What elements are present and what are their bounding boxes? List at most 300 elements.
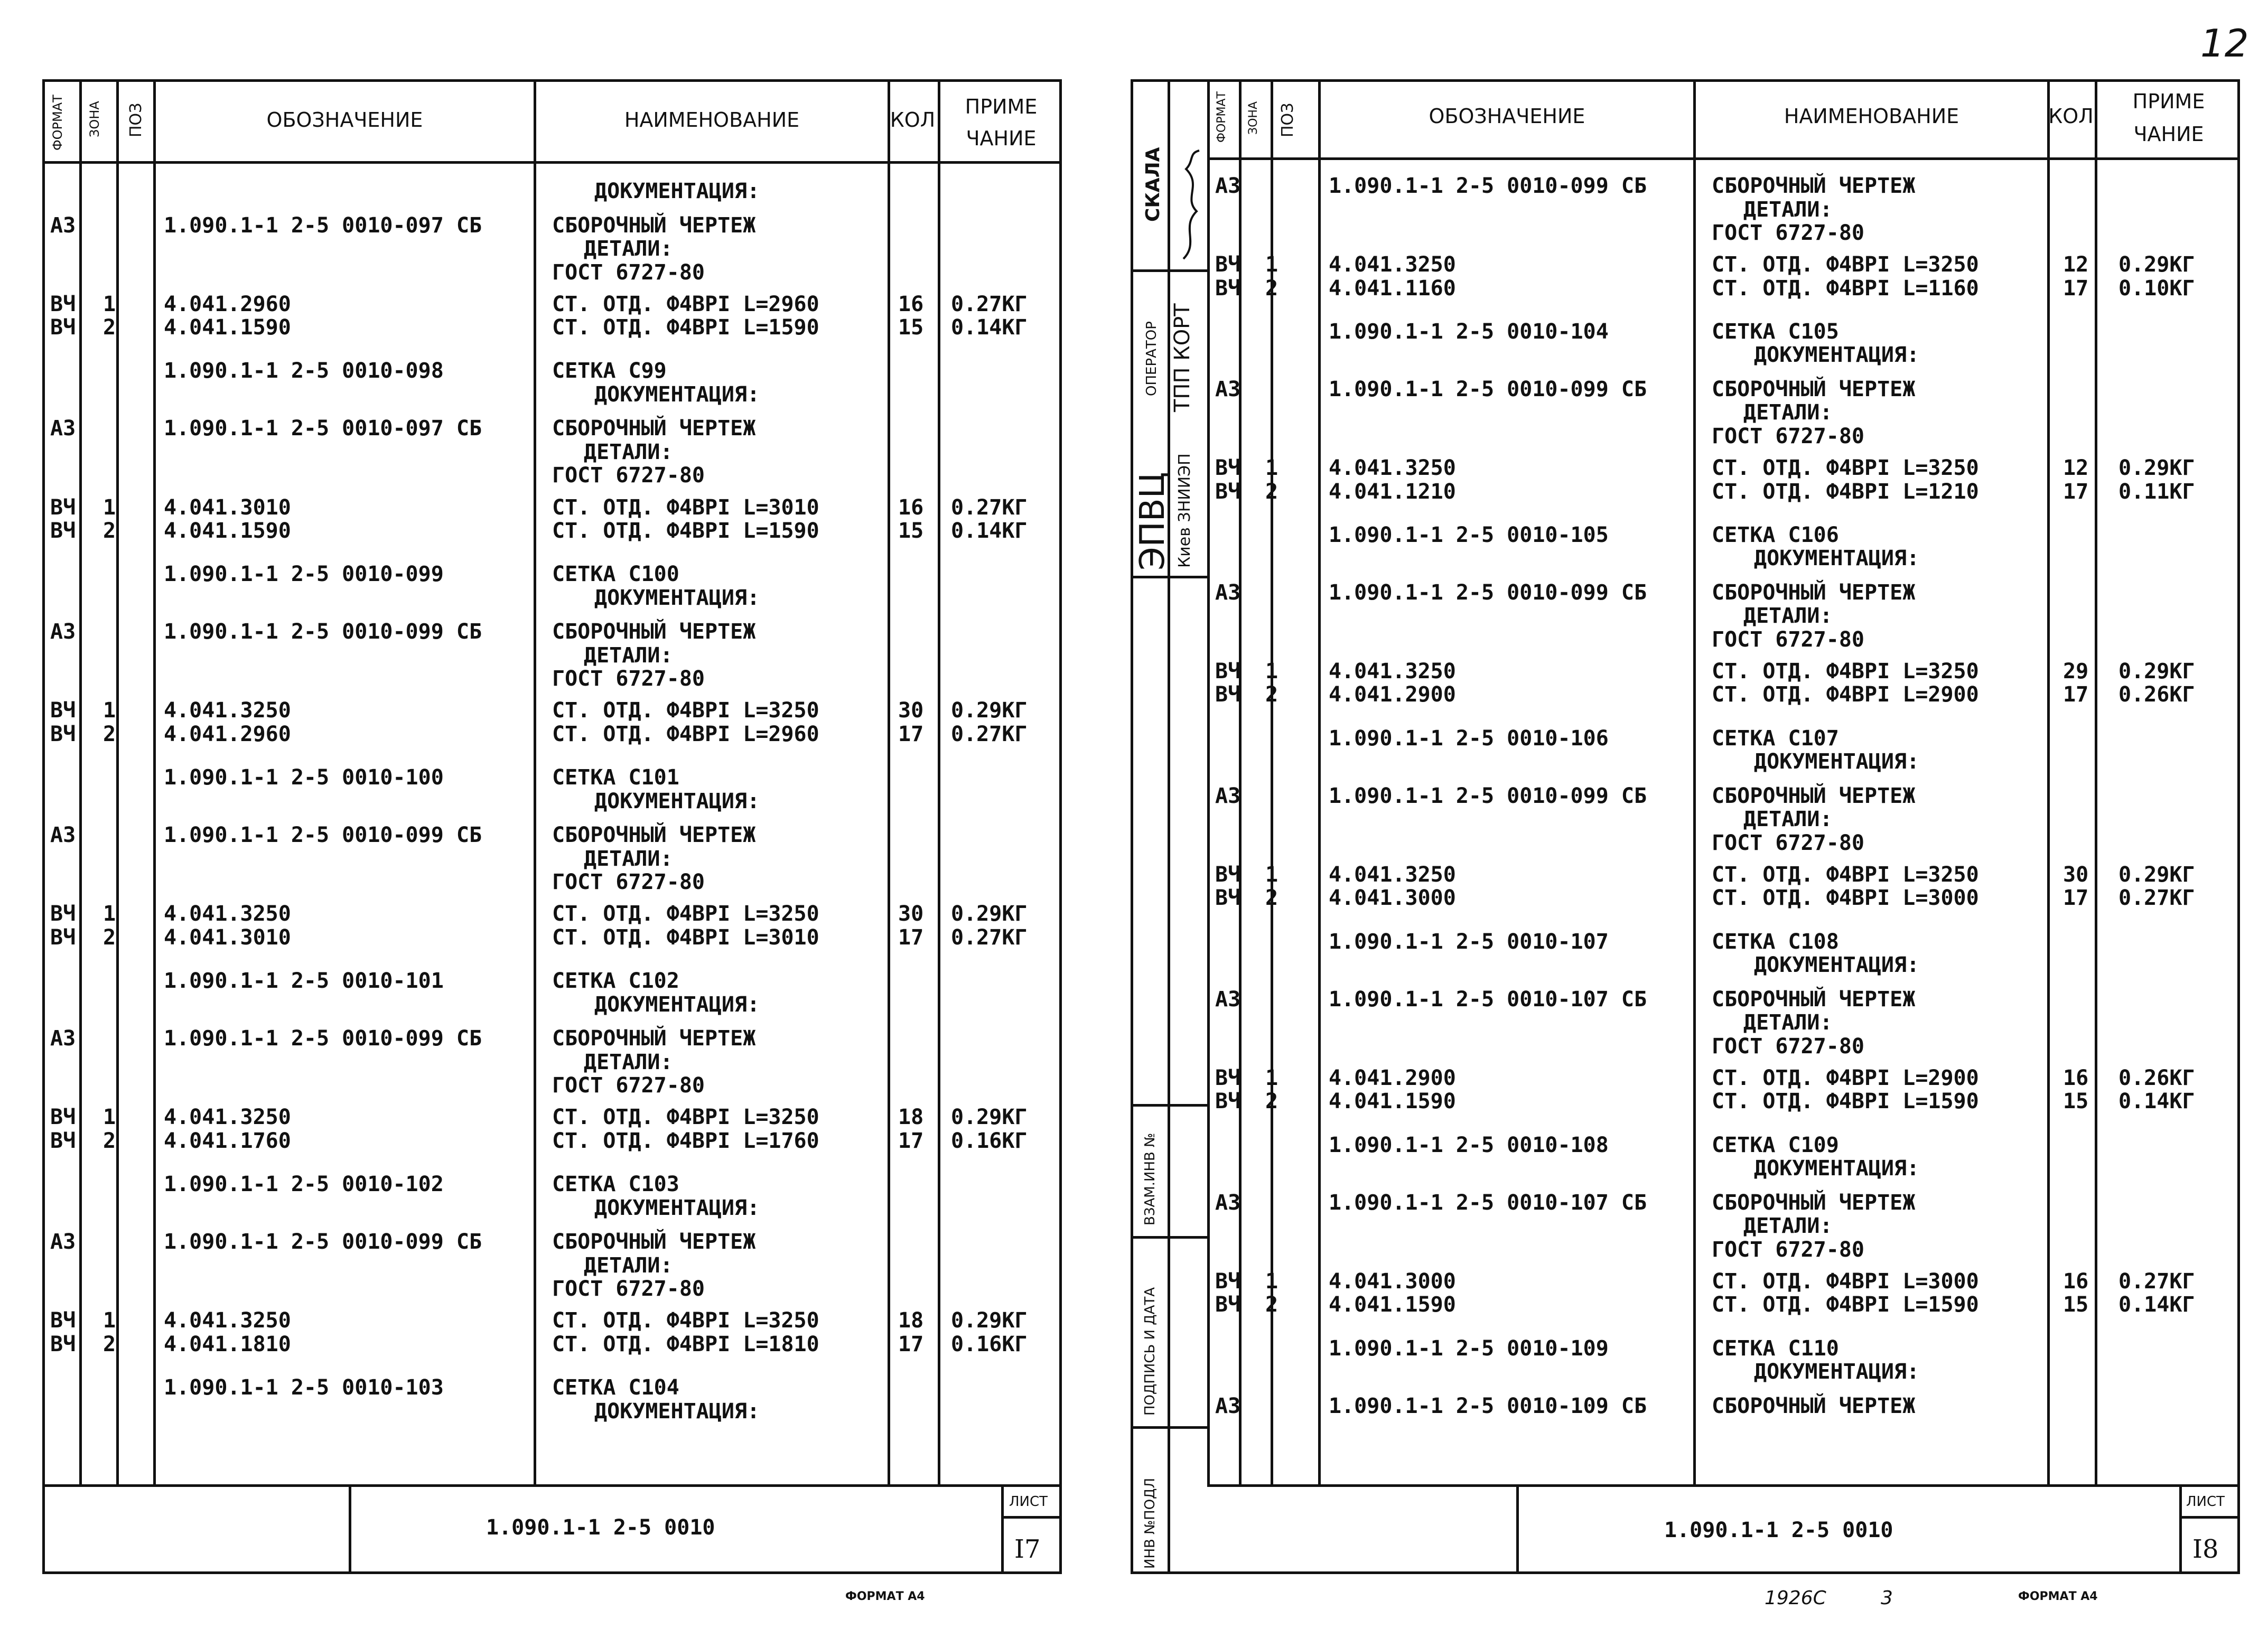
left-qty-cell: 18 <box>898 1308 924 1333</box>
left-header-pos: ПОЗ <box>127 102 145 137</box>
right-format-cell: ВЧ <box>1215 456 1241 480</box>
left-designation-cell: 4.041.3250 <box>164 1105 291 1130</box>
corner-page-number: 12 <box>2200 21 2249 65</box>
left-name-cell: СТ. ОТД. Ф4BPI L=1810 <box>552 1332 819 1356</box>
right-note-cell: 0.10КГ <box>2118 276 2195 301</box>
right-name-cell: СТ. ОТД. Ф4BPI L=2900 <box>1712 1065 1979 1090</box>
right-name-cell: ДЕТАЛИ: <box>1743 604 1833 629</box>
left-designation-cell: 4.041.3250 <box>164 902 291 926</box>
left-name-cell: СБОРОЧНЫЙ ЧЕРТЕЖ <box>552 1230 756 1255</box>
left-name-cell: ГОСТ 6727-80 <box>552 667 705 691</box>
right-name-cell: СБОРОЧНЫЙ ЧЕРТЕЖ <box>1712 580 1916 605</box>
right-header-zone: ЗОНА <box>1247 101 1260 135</box>
left-name-cell: СТ. ОТД. Ф4BPI L=3010 <box>552 925 819 950</box>
right-format-cell: А3 <box>1215 783 1241 808</box>
left-format-cell: ВЧ <box>50 1308 76 1333</box>
left-designation-cell: 1.090.1-1 2-5 0010-101 <box>164 969 444 994</box>
left-pos-cell: 1 <box>103 292 116 316</box>
right-designation-cell: 1.090.1-1 2-5 0010-106 <box>1329 726 1609 751</box>
left-qty-cell: 30 <box>898 902 924 926</box>
right-pos-cell: 2 <box>1265 276 1278 301</box>
right-qty-cell: 17 <box>2063 886 2089 911</box>
right-name-cell: СЕТКА С107 <box>1712 726 1839 751</box>
left-qty-cell: 16 <box>898 495 924 520</box>
right-name-cell: ДЕТАЛИ: <box>1743 1214 1833 1239</box>
left-name-cell: ГОСТ 6727-80 <box>552 1277 705 1302</box>
right-format-cell: А3 <box>1215 377 1241 401</box>
left-note-cell: 0.14КГ <box>951 519 1028 544</box>
left-note-cell: 0.14КГ <box>951 315 1028 340</box>
right-name-cell: СТ. ОТД. Ф4BPI L=2900 <box>1712 682 1979 707</box>
left-name-cell: СБОРОЧНЫЙ ЧЕРТЕЖ <box>552 620 756 644</box>
right-note-cell: 0.29КГ <box>2118 659 2195 684</box>
left-format-cell: ВЧ <box>50 1105 76 1130</box>
left-col-line <box>888 79 890 1484</box>
stamp-vzam: ВЗАМ.ИНВ № <box>1142 1132 1158 1225</box>
right-name-cell: СТ. ОТД. Ф4BPI L=3000 <box>1712 886 1979 911</box>
left-designation-cell: 4.041.1760 <box>164 1128 291 1153</box>
right-pos-cell: 2 <box>1265 682 1278 707</box>
left-qty-cell: 17 <box>898 722 924 746</box>
left-col-line <box>79 79 82 1484</box>
right-pos-cell: 2 <box>1265 886 1278 911</box>
left-note-cell: 0.27КГ <box>951 925 1028 950</box>
right-format-cell: ВЧ <box>1215 886 1241 911</box>
left-header-designation: ОБОЗНАЧЕНИЕ <box>266 108 423 132</box>
right-note-cell: 0.27КГ <box>2118 886 2195 911</box>
stamp-podpis: ПОДПИСЬ И ДАТА <box>1142 1287 1158 1416</box>
right-sheet <box>1131 79 2240 1574</box>
left-designation-cell: 1.090.1-1 2-5 0010-099 СБ <box>164 1230 482 1255</box>
right-note-cell: 0.29КГ <box>2118 862 2195 887</box>
right-pos-cell: 1 <box>1265 1065 1278 1090</box>
right-designation-cell: 1.090.1-1 2-5 0010-105 <box>1329 522 1609 547</box>
right-stamp-divider <box>1131 576 1207 578</box>
right-designation-cell: 4.041.3250 <box>1329 252 1456 277</box>
left-name-cell: СТ. ОТД. Ф4BPI L=1590 <box>552 519 819 544</box>
right-format-cell: ВЧ <box>1215 1089 1241 1114</box>
right-designation-cell: 1.090.1-1 2-5 0010-099 СБ <box>1329 377 1647 401</box>
right-pos-cell: 1 <box>1265 1269 1278 1294</box>
left-name-cell: СБОРОЧНЫЙ ЧЕРТЕЖ <box>552 416 756 441</box>
left-format-cell: А3 <box>50 620 76 644</box>
left-format-cell: А3 <box>50 416 76 441</box>
left-pos-cell: 2 <box>103 1332 116 1356</box>
left-format-cell: А3 <box>50 823 76 848</box>
left-note-cell: 0.29КГ <box>951 1105 1028 1130</box>
right-pos-cell: 2 <box>1265 1089 1278 1114</box>
left-name-cell: СБОРОЧНЫЙ ЧЕРТЕЖ <box>552 823 756 848</box>
right-note-cell: 0.27КГ <box>2118 1269 2195 1294</box>
left-name-cell: ДЕТАЛИ: <box>584 439 673 464</box>
left-note-cell: 0.29КГ <box>951 1308 1028 1333</box>
left-designation-cell: 1.090.1-1 2-5 0010-100 <box>164 765 444 790</box>
stamp-epvts: ЭПВЦ <box>1133 472 1172 570</box>
right-header-format: ФОРМАТ <box>1215 91 1228 143</box>
right-designation-cell: 1.090.1-1 2-5 0010-099 СБ <box>1329 174 1647 198</box>
stamp-operator: ОПЕРАТОР <box>1144 321 1160 396</box>
left-name-cell: СЕТКА С100 <box>552 562 679 587</box>
right-name-cell: СТ. ОТД. Ф4BPI L=3250 <box>1712 456 1979 480</box>
left-designation-cell: 4.041.3250 <box>164 1308 291 1333</box>
right-format-cell: ВЧ <box>1215 276 1241 301</box>
right-format-cell: ВЧ <box>1215 1269 1241 1294</box>
left-pos-cell: 1 <box>103 1308 116 1333</box>
left-name-cell: СТ. ОТД. Ф4BPI L=3250 <box>552 698 819 723</box>
right-qty-cell: 29 <box>2063 659 2089 684</box>
right-name-cell: СБОРОЧНЫЙ ЧЕРТЕЖ <box>1712 783 1916 808</box>
left-header-divider <box>42 161 1062 164</box>
right-note-cell: 0.26КГ <box>2118 682 2195 707</box>
right-name-cell: СБОРОЧНЫЙ ЧЕРТЕЖ <box>1712 174 1916 198</box>
left-name-cell: СЕТКА С103 <box>552 1172 679 1197</box>
right-designation-cell: 1.090.1-1 2-5 0010-109 <box>1329 1336 1609 1361</box>
right-footer-line <box>1516 1484 1519 1574</box>
right-format-cell: А3 <box>1215 987 1241 1012</box>
left-qty-cell: 17 <box>898 925 924 950</box>
right-bottom-note-1: 1926С <box>1765 1587 1826 1609</box>
right-name-cell: СБОРОЧНЫЙ ЧЕРТЕЖ <box>1712 1190 1916 1215</box>
right-col-line <box>1207 79 1210 1484</box>
left-format-cell: ВЧ <box>50 722 76 746</box>
right-pos-cell: 2 <box>1265 1293 1278 1317</box>
right-note-cell: 0.11КГ <box>2118 479 2195 504</box>
right-format-cell: А3 <box>1215 1190 1241 1215</box>
left-name-cell: СТ. ОТД. Ф4BPI L=2960 <box>552 722 819 746</box>
right-stamp-divider <box>1131 1236 1207 1239</box>
left-name-cell: ДЕТАЛИ: <box>584 643 673 668</box>
right-header-pos: ПОЗ <box>1278 102 1297 137</box>
left-name-cell: ДОКУМЕНТАЦИЯ: <box>594 1195 760 1220</box>
left-name-cell: ДОКУМЕНТАЦИЯ: <box>594 1399 760 1424</box>
left-pos-cell: 2 <box>103 722 116 746</box>
right-footer-line <box>2179 1516 2240 1519</box>
right-footer-line <box>2179 1484 2182 1574</box>
right-designation-cell: 1.090.1-1 2-5 0010-108 <box>1329 1132 1609 1157</box>
left-name-cell: ГОСТ 6727-80 <box>552 870 705 895</box>
right-name-cell: СТ. ОТД. Ф4BPI L=3000 <box>1712 1269 1979 1294</box>
left-note-cell: 0.29КГ <box>951 902 1028 926</box>
left-name-cell: СЕТКА С101 <box>552 765 679 790</box>
left-designation-cell: 4.041.1590 <box>164 315 291 340</box>
right-pos-cell: 2 <box>1265 479 1278 504</box>
right-designation-cell: 1.090.1-1 2-5 0010-099 СБ <box>1329 783 1647 808</box>
right-name-cell: СЕТКА С109 <box>1712 1132 1839 1157</box>
left-sheet-label: ЛИСТ <box>1009 1494 1048 1510</box>
left-pos-cell: 1 <box>103 495 116 520</box>
right-name-cell: ДОКУМЕНТАЦИЯ: <box>1754 750 1920 774</box>
left-designation-cell: 1.090.1-1 2-5 0010-103 <box>164 1375 444 1400</box>
left-name-cell: ДОКУМЕНТАЦИЯ: <box>594 789 760 813</box>
right-name-cell: СЕТКА С105 <box>1712 319 1839 344</box>
right-name-cell: ДОКУМЕНТАЦИЯ: <box>1754 953 1920 978</box>
left-name-cell: ДОКУМЕНТАЦИЯ: <box>594 585 760 610</box>
right-qty-cell: 16 <box>2063 1065 2089 1090</box>
left-qty-cell: 15 <box>898 315 924 340</box>
right-name-cell: СТ. ОТД. Ф4BPI L=1210 <box>1712 479 1979 504</box>
right-header-designation: ОБОЗНАЧЕНИЕ <box>1429 105 1585 128</box>
right-designation-cell: 1.090.1-1 2-5 0010-099 СБ <box>1329 580 1647 605</box>
right-name-cell: ДОКУМЕНТАЦИЯ: <box>1754 1156 1920 1181</box>
left-pos-cell: 2 <box>103 519 116 544</box>
right-designation-cell: 4.041.1590 <box>1329 1293 1456 1317</box>
left-footer-line <box>1001 1516 1062 1519</box>
right-format-cell: ВЧ <box>1215 1065 1241 1090</box>
left-name-cell: ГОСТ 6727-80 <box>552 260 705 285</box>
left-name-cell: ДЕТАЛИ: <box>584 1253 673 1278</box>
right-designation-cell: 4.041.2900 <box>1329 682 1456 707</box>
right-name-cell: ДЕТАЛИ: <box>1743 400 1833 425</box>
right-designation-cell: 1.090.1-1 2-5 0010-104 <box>1329 319 1609 344</box>
right-qty-cell: 17 <box>2063 276 2089 301</box>
right-name-cell: СЕТКА С110 <box>1712 1336 1839 1361</box>
right-name-cell: СТ. ОТД. Ф4BPI L=1590 <box>1712 1089 1979 1114</box>
right-designation-cell: 4.041.1160 <box>1329 276 1456 301</box>
right-format-cell: ВЧ <box>1215 252 1241 277</box>
left-name-cell: ДОКУМЕНТАЦИЯ: <box>594 992 760 1017</box>
left-col-line <box>116 79 119 1484</box>
left-name-cell: СБОРОЧНЫЙ ЧЕРТЕЖ <box>552 213 756 238</box>
right-format-cell: А3 <box>1215 1393 1241 1418</box>
left-header-zone: ЗОНА <box>87 101 102 137</box>
left-designation-cell: 4.041.3250 <box>164 698 291 723</box>
left-note-cell: 0.27КГ <box>951 495 1028 520</box>
right-note-cell: 0.14КГ <box>2118 1293 2195 1317</box>
left-format-cell: А3 <box>50 1026 76 1051</box>
right-name-cell: ГОСТ 6727-80 <box>1712 1237 1864 1262</box>
right-designation-cell: 1.090.1-1 2-5 0010-109 СБ <box>1329 1393 1647 1418</box>
left-format-cell: ВЧ <box>50 698 76 723</box>
right-name-cell: ДЕТАЛИ: <box>1743 197 1833 222</box>
right-name-cell: ДОКУМЕНТАЦИЯ: <box>1754 343 1920 368</box>
left-name-cell: СТ. ОТД. Ф4BPI L=1590 <box>552 315 819 340</box>
right-name-cell: ГОСТ 6727-80 <box>1712 1034 1864 1059</box>
left-name-cell: СЕТКА С99 <box>552 359 667 383</box>
right-note-cell: 0.29КГ <box>2118 456 2195 480</box>
left-qty-cell: 15 <box>898 519 924 544</box>
stamp-skala: СКАЛА <box>1142 147 1164 222</box>
right-designation-cell: 4.041.3000 <box>1329 1269 1456 1294</box>
left-format-cell: ВЧ <box>50 495 76 520</box>
right-name-cell: ГОСТ 6727-80 <box>1712 221 1864 245</box>
left-footer-line <box>1001 1484 1004 1574</box>
left-name-cell: СТ. ОТД. Ф4BPI L=3250 <box>552 902 819 926</box>
left-designation-cell: 1.090.1-1 2-5 0010-098 <box>164 359 444 383</box>
left-format-cell: ВЧ <box>50 292 76 316</box>
left-pos-cell: 1 <box>103 1105 116 1130</box>
right-sheet-number: I8 <box>2192 1534 2219 1564</box>
left-designation-cell: 4.041.2960 <box>164 722 291 746</box>
left-name-cell: ДОКУМЕНТАЦИЯ: <box>594 179 760 203</box>
left-format-label: ФОРМАТ А4 <box>845 1590 925 1603</box>
right-name-cell: СБОРОЧНЫЙ ЧЕРТЕЖ <box>1712 987 1916 1012</box>
left-designation-cell: 1.090.1-1 2-5 0010-099 СБ <box>164 620 482 644</box>
right-footer-designation: 1.090.1-1 2-5 0010 <box>1664 1518 1893 1542</box>
right-qty-cell: 15 <box>2063 1293 2089 1317</box>
right-designation-cell: 4.041.3250 <box>1329 862 1456 887</box>
right-pos-cell: 1 <box>1265 252 1278 277</box>
right-name-cell: СТ. ОТД. Ф4BPI L=1590 <box>1712 1293 1979 1317</box>
left-header-qty: КОЛ <box>890 108 936 132</box>
right-note-cell: 0.14КГ <box>2118 1089 2195 1114</box>
right-name-cell: ГОСТ 6727-80 <box>1712 627 1864 652</box>
left-qty-cell: 18 <box>898 1105 924 1130</box>
left-format-cell: ВЧ <box>50 519 76 544</box>
left-col-line <box>938 79 940 1484</box>
right-col-line <box>1318 79 1321 1484</box>
left-designation-cell: 4.041.3010 <box>164 925 291 950</box>
right-header-divider <box>1207 157 2240 160</box>
right-format-cell: А3 <box>1215 580 1241 605</box>
left-qty-cell: 17 <box>898 1332 924 1356</box>
left-qty-cell: 17 <box>898 1128 924 1153</box>
left-pos-cell: 2 <box>103 315 116 340</box>
left-qty-cell: 30 <box>898 698 924 723</box>
left-designation-cell: 4.041.1590 <box>164 519 291 544</box>
stamp-inv-podl: ИНВ №ПОДЛ <box>1142 1477 1158 1569</box>
right-designation-cell: 4.041.1210 <box>1329 479 1456 504</box>
left-designation-cell: 4.041.3010 <box>164 495 291 520</box>
right-name-cell: ДОКУМЕНТАЦИЯ: <box>1754 546 1920 571</box>
stamp-kiev: Киев ЗНИИЭП <box>1175 453 1194 568</box>
right-name-cell: СБОРОЧНЫЙ ЧЕРТЕЖ <box>1712 377 1916 401</box>
left-name-cell: ГОСТ 6727-80 <box>552 463 705 488</box>
right-designation-cell: 4.041.2900 <box>1329 1065 1456 1090</box>
left-format-cell: А3 <box>50 213 76 238</box>
right-name-cell: СТ. ОТД. Ф4BPI L=3250 <box>1712 659 1979 684</box>
right-name-cell: СБОРОЧНЫЙ ЧЕРТЕЖ <box>1712 1393 1916 1418</box>
left-col-line <box>534 79 536 1484</box>
left-designation-cell: 4.041.1810 <box>164 1332 291 1356</box>
left-name-cell: ДЕТАЛИ: <box>584 237 673 261</box>
right-designation-cell: 1.090.1-1 2-5 0010-107 СБ <box>1329 1190 1647 1215</box>
right-stamp-divider <box>1131 1426 1207 1429</box>
left-designation-cell: 1.090.1-1 2-5 0010-099 СБ <box>164 823 482 848</box>
right-col-line <box>2095 79 2097 1484</box>
left-pos-cell: 1 <box>103 902 116 926</box>
right-name-cell: СТ. ОТД. Ф4BPI L=1160 <box>1712 276 1979 301</box>
left-name-cell: СТ. ОТД. Ф4BPI L=2960 <box>552 292 819 316</box>
right-qty-cell: 12 <box>2063 252 2089 277</box>
left-format-cell: ВЧ <box>50 925 76 950</box>
right-designation-cell: 4.041.1590 <box>1329 1089 1456 1114</box>
left-designation-cell: 1.090.1-1 2-5 0010-097 СБ <box>164 416 482 441</box>
left-note-cell: 0.16КГ <box>951 1332 1028 1356</box>
right-qty-cell: 16 <box>2063 1269 2089 1294</box>
left-name-cell: ДОКУМЕНТАЦИЯ: <box>594 382 760 407</box>
right-stamp-divider <box>1131 269 1207 272</box>
left-name-cell: СБОРОЧНЫЙ ЧЕРТЕЖ <box>552 1026 756 1051</box>
right-stamp-divider <box>1131 1104 1207 1107</box>
right-qty-cell: 17 <box>2063 682 2089 707</box>
right-name-cell: СЕТКА С106 <box>1712 522 1839 547</box>
left-note-cell: 0.27КГ <box>951 722 1028 746</box>
left-name-cell: СТ. ОТД. Ф4BPI L=1760 <box>552 1128 819 1153</box>
left-format-cell: А3 <box>50 1230 76 1255</box>
right-name-cell: СЕТКА С108 <box>1712 929 1839 954</box>
right-name-cell: ДЕТАЛИ: <box>1743 1010 1833 1035</box>
left-format-cell: ВЧ <box>50 1332 76 1356</box>
left-footer-line <box>349 1484 351 1574</box>
right-designation-cell: 4.041.3000 <box>1329 886 1456 911</box>
right-designation-cell: 1.090.1-1 2-5 0010-107 СБ <box>1329 987 1647 1012</box>
stamp-tpp-kort: ТПП КОРТ <box>1170 303 1194 412</box>
left-designation-cell: 4.041.2960 <box>164 292 291 316</box>
right-footer-top <box>1207 1484 2240 1487</box>
left-note-cell: 0.27КГ <box>951 292 1028 316</box>
right-name-cell: ДОКУМЕНТАЦИЯ: <box>1754 1360 1920 1384</box>
right-note-cell: 0.29КГ <box>2118 252 2195 277</box>
signature-scribble <box>1178 148 1205 266</box>
left-name-cell: СТ. ОТД. Ф4BPI L=3010 <box>552 495 819 520</box>
right-bottom-note-2: 3 <box>1881 1587 1893 1609</box>
right-format-cell: ВЧ <box>1215 659 1241 684</box>
left-header-name: НАИМЕНОВАНИЕ <box>624 108 800 132</box>
right-designation-cell: 4.041.3250 <box>1329 456 1456 480</box>
right-header-qty: КОЛ <box>2048 105 2094 128</box>
right-qty-cell: 12 <box>2063 456 2089 480</box>
right-name-cell: ГОСТ 6727-80 <box>1712 830 1864 855</box>
right-format-cell: А3 <box>1215 174 1241 198</box>
left-pos-cell: 1 <box>103 698 116 723</box>
left-header-note2: ЧАНИЕ <box>966 127 1037 150</box>
left-designation-cell: 1.090.1-1 2-5 0010-099 <box>164 562 444 587</box>
right-qty-cell: 30 <box>2063 862 2089 887</box>
right-designation-cell: 4.041.3250 <box>1329 659 1456 684</box>
right-sheet-label: ЛИСТ <box>2186 1494 2225 1510</box>
left-format-cell: ВЧ <box>50 315 76 340</box>
right-format-cell: ВЧ <box>1215 862 1241 887</box>
right-designation-cell: 1.090.1-1 2-5 0010-107 <box>1329 929 1609 954</box>
left-footer-top <box>42 1484 1062 1487</box>
right-format-cell: ВЧ <box>1215 479 1241 504</box>
left-footer-designation: 1.090.1-1 2-5 0010 <box>486 1515 715 1540</box>
right-qty-cell: 17 <box>2063 479 2089 504</box>
left-name-cell: ДЕТАЛИ: <box>584 846 673 871</box>
left-pos-cell: 2 <box>103 925 116 950</box>
right-col-line <box>1693 79 1696 1484</box>
right-header-name: НАИМЕНОВАНИЕ <box>1784 105 1959 128</box>
left-header-note1: ПРИМЕ <box>965 95 1038 118</box>
right-pos-cell: 1 <box>1265 659 1278 684</box>
left-name-cell: СЕТКА С102 <box>552 969 679 994</box>
left-name-cell: ДЕТАЛИ: <box>584 1050 673 1074</box>
right-format-label: ФОРМАТ А4 <box>2018 1590 2098 1603</box>
left-col-line <box>153 79 156 1484</box>
right-note-cell: 0.26КГ <box>2118 1065 2195 1090</box>
left-sheet-number: I7 <box>1014 1534 1041 1564</box>
left-note-cell: 0.16КГ <box>951 1128 1028 1153</box>
left-designation-cell: 1.090.1-1 2-5 0010-102 <box>164 1172 444 1197</box>
right-name-cell: ДЕТАЛИ: <box>1743 807 1833 832</box>
left-note-cell: 0.29КГ <box>951 698 1028 723</box>
right-qty-cell: 15 <box>2063 1089 2089 1114</box>
left-format-cell: ВЧ <box>50 1128 76 1153</box>
left-format-cell: ВЧ <box>50 902 76 926</box>
right-header-note2: ЧАНИЕ <box>2133 123 2204 146</box>
left-header-format: ФОРМАТ <box>50 95 65 151</box>
left-name-cell: СТ. ОТД. Ф4BPI L=3250 <box>552 1105 819 1130</box>
left-qty-cell: 16 <box>898 292 924 316</box>
right-pos-cell: 1 <box>1265 456 1278 480</box>
right-format-cell: ВЧ <box>1215 1293 1241 1317</box>
right-format-cell: ВЧ <box>1215 682 1241 707</box>
left-designation-cell: 1.090.1-1 2-5 0010-099 СБ <box>164 1026 482 1051</box>
right-name-cell: ГОСТ 6727-80 <box>1712 424 1864 448</box>
left-pos-cell: 2 <box>103 1128 116 1153</box>
left-name-cell: ГОСТ 6727-80 <box>552 1073 705 1098</box>
left-designation-cell: 1.090.1-1 2-5 0010-097 СБ <box>164 213 482 238</box>
